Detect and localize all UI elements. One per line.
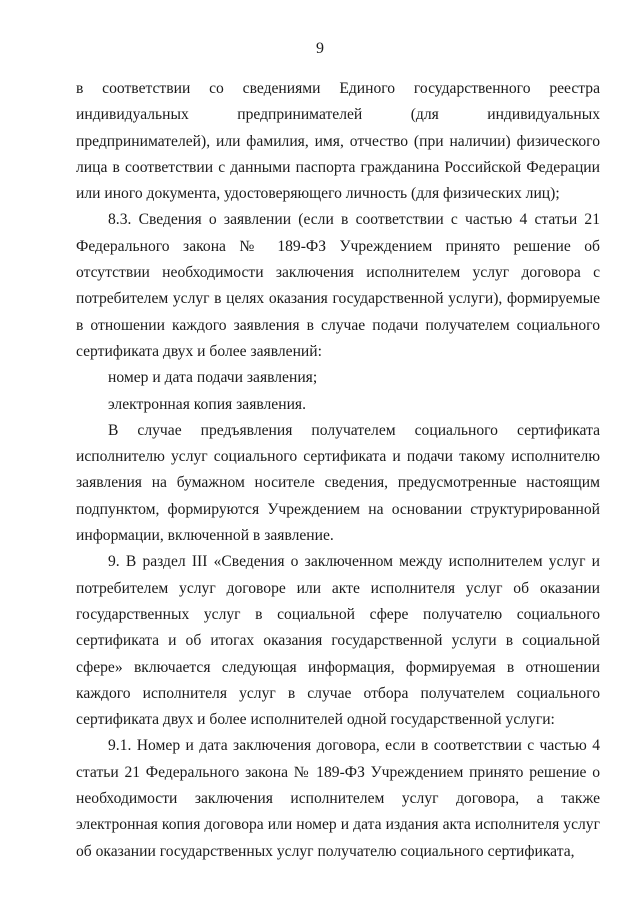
list-item-application-number: номер и дата подачи заявления; — [108, 369, 318, 387]
page-number: 9 — [316, 40, 324, 57]
paragraph-paper-application: В случае предъявления получателем социального сертификата исполнителю услуг социального сертификата и подачи такому исполнителю заявления на бумажном носителе сведения, предусмотренные настоящим подпунктом, формируются Учреждением на основании структурированной информации, включенной в заявление. — [76, 421, 600, 545]
list-item-application-copy: электронная копия заявления. — [108, 395, 306, 413]
paragraph-9: 9. В раздел III «Сведения о заключенном между исполнителем услуг и потребителем услуг договоре или акте исполнителя услуг об оказании государственных услуг в социальной сфере получателю социального сертификата и об итогах оказания государственной услуги в социальной сфере» включается следующая информация, формируемая в отношении каждого исполнителя услуг в случае отбора получателем социального сертификата двух и более исполнителей одной государственной услуги: — [76, 553, 600, 729]
paragraph-9-1: 9.1. Номер и дата заключения договора, если в соответствии с частью 4 статьи 21 Федерального закона № 189-ФЗ Учреждением принято решение о необходимости заключения исполнителем услуг договора, а также электронная копия договора или номер и дата издания акта исполнителя услуг об оказании государственных услуг получателю социального сертификата, — [76, 737, 600, 860]
paragraph-continuation: в соответствии со сведениями Единого государственного реестра индивидуальных предпринимателей (для индивидуальных предпринимателей), или фамилия, имя, отчество (при наличии) физического лица в соответствии с данными паспорта гражданина Российской Федерации или иного документа, удостоверяющего личность (для физических лиц); — [76, 80, 600, 203]
document-body — [76, 76, 600, 865]
paragraph-8-3: 8.3. Сведения о заявлении (если в соответствии с частью 4 статьи 21 Федерального закона № 189-ФЗ Учреждением принято решение об отсутствии необходимости заключения исполнителем услуг договора с потребителем услуг в целях оказания государственной услуги), формируемые в отношении каждого заявления в случае подачи получателем социального сертификата двух и более заявлений: — [76, 211, 600, 360]
